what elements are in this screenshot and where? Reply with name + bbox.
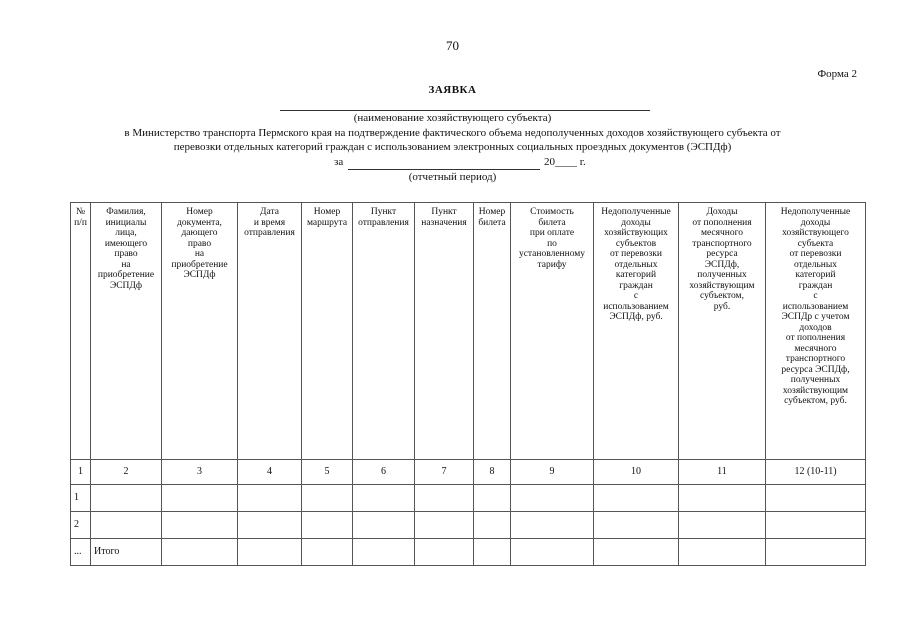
row-number: 2 <box>71 512 91 539</box>
column-number: 11 <box>679 460 766 485</box>
table-cell <box>594 539 679 566</box>
table-cell <box>353 512 415 539</box>
header-cell: Дата и время отправления <box>238 203 302 460</box>
table-cell <box>302 485 353 512</box>
header-cell: Номер документа, дающего право на приобретение ЭСПДф <box>162 203 238 460</box>
column-number: 12 (10-11) <box>766 460 866 485</box>
report-table <box>70 202 866 566</box>
column-number: 8 <box>474 460 511 485</box>
table-cell <box>474 539 511 566</box>
form-label: Форма 2 <box>817 68 857 80</box>
header-cell: Пункт назначения <box>415 203 474 460</box>
row-name <box>91 512 162 539</box>
header-cell: Недополученные доходы хозяйствующего субъекта от перевозки отдельных категорий граждан с использованием ЭСПДр с учетом доходов от пополнения месячного транспортного ресурса ЭСПДф, полученных хозяйствующим субъектом, руб. <box>766 203 866 460</box>
column-number: 3 <box>162 460 238 485</box>
table-row <box>71 485 866 512</box>
column-number: 5 <box>302 460 353 485</box>
table-cell <box>766 512 866 539</box>
table-cell <box>511 539 594 566</box>
column-number: 6 <box>353 460 415 485</box>
row-number: ... <box>71 539 91 566</box>
table-cell <box>162 512 238 539</box>
header-cell: Недополученные доходы хозяйствующих субъектов от перевозки отдельных категорий граждан с использованием ЭСПДф, руб. <box>594 203 679 460</box>
table-cell <box>162 485 238 512</box>
table-cell <box>415 512 474 539</box>
column-number-row <box>71 460 866 485</box>
header-cell: Пункт отправления <box>353 203 415 460</box>
table-cell <box>415 539 474 566</box>
table-cell <box>353 485 415 512</box>
column-number: 7 <box>415 460 474 485</box>
document-title: ЗАЯВКА <box>428 84 477 96</box>
period-year: 20____ г. <box>544 156 586 168</box>
table-cell <box>353 539 415 566</box>
table-cell <box>679 539 766 566</box>
header-cell: Фамилия, инициалы лица, имеющего право на приобретение ЭСПДф <box>91 203 162 460</box>
table-cell <box>679 512 766 539</box>
table-header-row <box>71 203 866 460</box>
period-caption: (отчетный период) <box>408 171 497 183</box>
table-cell <box>679 485 766 512</box>
table-row <box>71 539 866 566</box>
period-line <box>348 169 540 170</box>
table-cell <box>302 539 353 566</box>
row-name <box>91 485 162 512</box>
table-cell <box>162 539 238 566</box>
header-cell: Номер маршрута <box>302 203 353 460</box>
ministry-line-2: перевозки отдельных категорий граждан с использованием электронных социальных проездных документов (ЭСПДф) <box>173 141 732 153</box>
column-number: 1 <box>71 460 91 485</box>
row-name: Итого <box>91 539 162 566</box>
header-cell: Доходы от пополнения месячного транспортного ресурса ЭСПДф, полученных хозяйствующим субъектом, руб. <box>679 203 766 460</box>
column-number: 2 <box>91 460 162 485</box>
table-cell <box>594 485 679 512</box>
table-cell <box>474 485 511 512</box>
table-cell <box>238 539 302 566</box>
table-cell <box>766 485 866 512</box>
column-number: 4 <box>238 460 302 485</box>
entity-name-line <box>280 110 650 111</box>
period-prefix: за <box>334 156 344 168</box>
column-number: 9 <box>511 460 594 485</box>
table-cell <box>238 485 302 512</box>
header-cell: № п/п <box>71 203 91 460</box>
table-cell <box>302 512 353 539</box>
page-number: 70 <box>446 38 459 53</box>
ministry-line: в Министерство транспорта Пермского края на подтверждение фактического объема недополученных доходов хозяйствующего субъекта от <box>124 127 781 139</box>
column-number: 10 <box>594 460 679 485</box>
table-cell <box>474 512 511 539</box>
table-cell <box>238 512 302 539</box>
table-cell <box>766 539 866 566</box>
entity-caption: (наименование хозяйствующего субъекта) <box>353 112 552 124</box>
table-cell <box>415 485 474 512</box>
header-cell: Номер билета <box>474 203 511 460</box>
header-cell: Стоимость билета при оплате по установленному тарифу <box>511 203 594 460</box>
table-cell <box>511 512 594 539</box>
table-cell <box>511 485 594 512</box>
table-row <box>71 512 866 539</box>
table-cell <box>594 512 679 539</box>
row-number: 1 <box>71 485 91 512</box>
